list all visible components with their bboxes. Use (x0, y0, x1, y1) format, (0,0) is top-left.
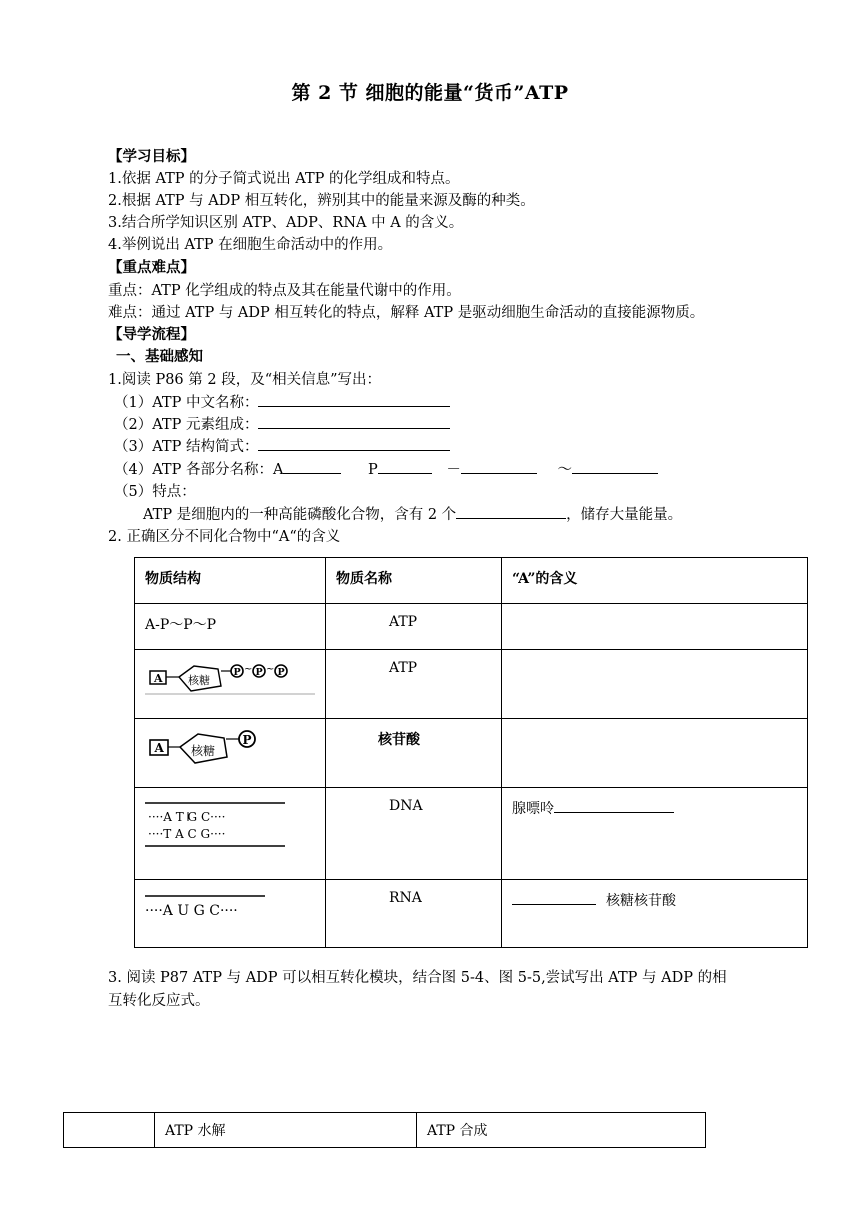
name-cell (326, 788, 502, 880)
q1-item-1-label: （1）ATP 中文名称： (114, 395, 259, 411)
objective-1: 1.依据 ATP 的分子简式说出 ATP 的化学组成和特点。 (108, 171, 460, 187)
question-1: 1.阅读 P86 第 2 段，及“相关信息”写出： (108, 372, 382, 388)
table-row (135, 650, 808, 719)
objective-4: 4.举例说出 ATP 在细胞生命活动中的作用。 (108, 237, 393, 253)
blank-header (64, 1113, 155, 1148)
substance-name: ATP (389, 660, 418, 676)
a-meaning-table (134, 557, 808, 948)
q1-feature (143, 504, 682, 526)
header-meaning: “A”的含义 (502, 558, 808, 604)
structure-cell (135, 719, 326, 788)
question-3: 3. 阅读 P87 ATP 与 ADP 可以相互转化模块，结合图 5-4、图 5-5,尝试写出 ATP 与 ADP 的相 (108, 970, 727, 986)
q1-item-4 (114, 459, 658, 481)
answer-blank[interactable] (283, 459, 341, 474)
dna-structure-diagram (135, 788, 320, 858)
structure-cell (135, 650, 326, 719)
answer-blank[interactable] (554, 798, 674, 813)
meaning-cell[interactable] (502, 650, 808, 719)
meaning-cell[interactable] (502, 604, 808, 650)
meaning-cell[interactable] (502, 880, 808, 948)
name-cell (326, 650, 502, 719)
feature-text-b: ，储存大量能量。 (566, 507, 683, 523)
q1-item-2 (114, 414, 450, 436)
structure-cell (135, 880, 326, 948)
structure-cell (135, 788, 326, 880)
q1-item-3 (114, 436, 450, 458)
substance-name: ATP (389, 614, 418, 630)
phosphate-label: P (277, 667, 285, 678)
substance-name: RNA (389, 890, 422, 906)
feature-text-a: ATP 是细胞内的一种高能磷酸化合物，含有 2 个 (143, 507, 457, 523)
phosphate-label: P (242, 733, 252, 747)
q1-item-4-label: （4）ATP 各部分名称：A (114, 462, 284, 478)
keypoints-heading: 【重点难点】 (108, 259, 195, 276)
name-cell (326, 880, 502, 948)
structure-cell (135, 604, 326, 650)
q1-item-2-label: （2）ATP 元素组成： (114, 417, 259, 433)
svg-text:~: ~ (266, 664, 275, 675)
header-name: 物质名称 (326, 558, 502, 604)
name-cell (326, 604, 502, 650)
answer-blank[interactable] (258, 436, 450, 451)
q1-p-label: P (368, 462, 378, 478)
answer-blank[interactable] (456, 504, 566, 519)
rna-structure-diagram (135, 880, 320, 930)
q1-item-5: （5）特点： (114, 484, 196, 500)
process-heading: 【导学流程】 (108, 326, 195, 343)
adenine-label: A (154, 741, 164, 755)
table-row (135, 719, 808, 788)
question-2: 2. 正确区分不同化合物中“A“的含义 (108, 529, 341, 545)
nucleotide-structure-diagram (135, 719, 320, 779)
atp-conversion-table (63, 1112, 706, 1148)
adenine-label: A (154, 672, 163, 685)
name-cell (326, 719, 502, 788)
answer-blank[interactable] (461, 459, 537, 474)
difficult-point: 难点：通过 ATP 与 ADP 相互转化的特点，解释 ATP 是驱动细胞生命活动的直接能源物质。 (108, 305, 705, 321)
header-hydrolysis: ATP 水解 (155, 1113, 417, 1148)
q1-dash-label: － (446, 462, 461, 478)
meaning-cell[interactable] (502, 788, 808, 880)
structure-text: A-P～P～P (145, 617, 217, 633)
table-header-row (64, 1113, 706, 1148)
answer-blank[interactable] (258, 414, 450, 429)
atp-structure-diagram (135, 650, 320, 706)
answer-blank[interactable] (258, 392, 450, 407)
objective-3: 3.结合所学知识区别 ATP、ADP、RNA 中 A 的含义。 (108, 215, 464, 231)
objective-2: 2.根据 ATP 与 ADP 相互转化，辨别其中的能量来源及酶的种类。 (108, 193, 535, 209)
q1-item-3-label: （3）ATP 结构简式： (114, 439, 259, 455)
phosphate-label: P (233, 667, 241, 678)
section-basic: 一、基础感知 (116, 348, 203, 365)
ribose-label: 核糖 (188, 674, 210, 687)
substance-name: DNA (389, 798, 423, 814)
table-row (135, 880, 808, 948)
question-3-cont: 互转化反应式。 (108, 993, 210, 1009)
table-row (135, 788, 808, 880)
header-synthesis: ATP 合成 (417, 1113, 706, 1148)
q1-tilde-label: ～ (557, 462, 573, 478)
header-structure: 物质结构 (135, 558, 326, 604)
meaning-cell[interactable] (502, 719, 808, 788)
phosphate-label: P (255, 667, 263, 678)
answer-blank[interactable] (512, 890, 596, 905)
rna-strand: ····A U G C···· (145, 903, 238, 919)
meaning-text: 腺嘌呤 (512, 801, 554, 817)
objectives-heading: 【学习目标】 (108, 148, 195, 165)
ribose-label: 核糖 (191, 744, 216, 758)
svg-text:~: ~ (244, 664, 253, 675)
q1-item-1 (114, 392, 450, 414)
page-title: 第 2 节 细胞的能量“货币”ATP (291, 82, 569, 104)
dna-top-strand: ····A T G C···· (148, 810, 226, 824)
answer-blank[interactable] (572, 459, 658, 474)
answer-blank[interactable] (378, 459, 432, 474)
meaning-text: 核糖核苷酸 (606, 893, 676, 909)
table-row (135, 604, 808, 650)
table-header-row (135, 558, 808, 604)
key-point: 重点：ATP 化学组成的特点及其在能量代谢中的作用。 (108, 283, 461, 299)
dna-bottom-strand: ····T A C G···· (148, 827, 226, 841)
substance-name: 核苷酸 (378, 732, 420, 748)
